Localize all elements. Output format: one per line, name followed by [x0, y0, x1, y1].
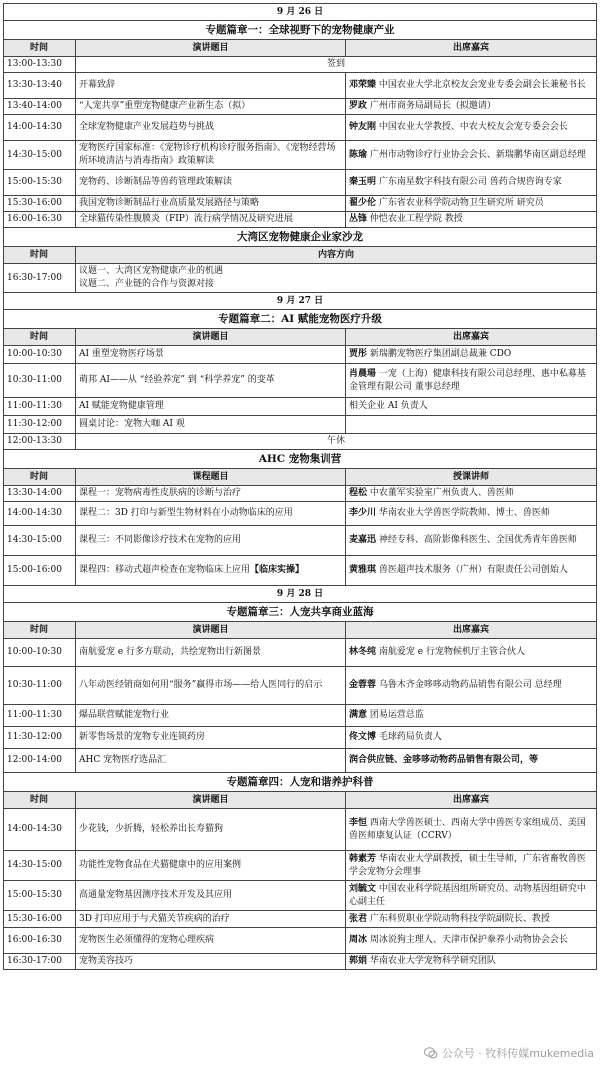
session-time: 11:30-12:00	[4, 727, 76, 749]
session-row	[4, 99, 597, 115]
session-time: 16:30-17:00	[4, 954, 76, 970]
salon-row	[4, 264, 597, 293]
title-header: 课程题目	[76, 469, 346, 486]
speaker-affiliation: 广州市商务局副局长（拟邀请）	[369, 101, 496, 111]
speaker-affiliation: 广州市动物诊疗行业协会会长、新瑞鹏华南区副总经理	[369, 149, 586, 160]
section-title: AHC 宠物集训营	[4, 450, 597, 469]
session-title-cell	[76, 556, 346, 586]
session-title-cell	[76, 212, 346, 228]
session-title-cell	[76, 705, 346, 727]
session-row	[4, 667, 597, 705]
session-title: 全球宠物健康产业发展趋势与挑战	[79, 122, 215, 132]
date-label: 9 月 26 日	[4, 4, 597, 21]
column-header-row	[4, 792, 597, 809]
date-row	[4, 293, 597, 310]
speaker-name: 张君	[349, 913, 368, 924]
speaker-cell	[346, 364, 597, 398]
session-title-cell	[76, 526, 346, 556]
date-label: 9 月 28 日	[4, 586, 597, 603]
section-title-row	[4, 450, 597, 469]
speaker-affiliation: 华南农业大学兽医学院教师、博士、兽医师	[378, 508, 550, 518]
session-row	[4, 196, 597, 212]
column-header-row	[4, 247, 597, 264]
title-header: 演讲题目	[76, 622, 346, 639]
session-row	[4, 954, 597, 970]
session-title-cell	[76, 141, 346, 170]
date-row	[4, 586, 597, 603]
session-time: 16:00-16:30	[4, 928, 76, 954]
session-title: 宠物医生必须懂得的宠物心理疾病	[79, 935, 215, 945]
speaker-affiliation: 润合供应链、金哆哆动物药品销售有限公司，等	[349, 755, 539, 765]
time-header: 时间	[4, 329, 76, 346]
speaker-name: 周冰	[349, 935, 368, 945]
wechat-icon	[424, 1046, 438, 1060]
session-time: 10:00-10:30	[4, 346, 76, 364]
session-row	[4, 928, 597, 954]
speaker-name: 程松	[349, 488, 368, 498]
speaker-name: 钟友刚	[349, 122, 377, 132]
session-title: 爆品联营赋能宠物行业	[79, 710, 170, 720]
session-row	[4, 115, 597, 141]
session-title-cell	[76, 851, 346, 881]
speaker-cell	[346, 398, 597, 416]
speaker-affiliation: 华南农业大学副教授，硕士生导师，广东省畜牧兽医学会宠物分会理事	[349, 853, 586, 877]
session-title-cell	[76, 398, 346, 416]
session-title: AHC 宠物医疗选品汇	[79, 755, 167, 765]
speaker-name: 翟少伦	[349, 198, 377, 208]
section-title-row	[4, 773, 597, 792]
session-time: 14:30-15:00	[4, 141, 76, 170]
session-title: AI 赋能宠物健康管理	[79, 401, 164, 411]
speaker-cell	[346, 196, 597, 212]
speaker-affiliation: 乌鲁木齐金哆哆动物药品销售有限公司 总经理	[378, 680, 562, 690]
speaker-cell	[346, 881, 597, 911]
time-header: 时间	[4, 40, 76, 57]
session-time: 15:00-15:30	[4, 881, 76, 911]
speaker-name: 丛锋	[349, 214, 368, 224]
session-title: 八年动医经销商如何用“服务”赢得市场——给人医同行的启示	[79, 680, 323, 690]
break-row	[4, 57, 597, 73]
speaker-cell	[346, 749, 597, 773]
break-label: 签到	[76, 57, 597, 73]
speaker-name: 李恒	[349, 817, 368, 828]
watermark	[424, 1045, 594, 1061]
speaker-cell	[346, 99, 597, 115]
speaker-cell	[346, 809, 597, 851]
session-title-cell	[76, 346, 346, 364]
speaker-name: 麦嘉迅	[349, 535, 377, 545]
title-header: 演讲题目	[76, 40, 346, 57]
session-row	[4, 556, 597, 586]
time-header: 时间	[4, 247, 76, 264]
section-title-row	[4, 21, 597, 40]
session-title-cell	[76, 364, 346, 398]
speaker-cell	[346, 212, 597, 228]
session-time: 11:30-12:00	[4, 416, 76, 434]
session-time: 10:00-10:30	[4, 639, 76, 667]
speaker-name: 李少川	[349, 508, 377, 518]
session-row	[4, 416, 597, 434]
session-title: 全球猫传染性腹膜炎（FIP）流行病学情况及研究进展	[79, 214, 293, 224]
speaker-affiliation: 广东南星数字科技有限公司 兽药合规咨询专家	[378, 177, 562, 187]
session-time: 16:00-16:30	[4, 212, 76, 228]
speaker-header: 出席嘉宾	[346, 40, 597, 57]
speaker-header: 授课讲师	[346, 469, 597, 486]
break-row	[4, 434, 597, 450]
session-time: 10:30-11:00	[4, 667, 76, 705]
column-header-row	[4, 329, 597, 346]
speaker-name: 邓荣臻	[349, 80, 377, 90]
session-time: 14:00-14:30	[4, 115, 76, 141]
session-time: 10:30-11:00	[4, 364, 76, 398]
speaker-cell	[346, 526, 597, 556]
section-title: 专题篇章三：人宠共享商业蓝海	[4, 603, 597, 622]
salon-topic: 议题一、大湾区宠物健康产业的机遇	[79, 266, 224, 276]
speaker-affiliation: 南航爱宠 e 行宠物候机厅主管合伙人	[378, 647, 525, 657]
section-title: 专题篇章四：人宠和谐养护科普	[4, 773, 597, 792]
session-time: 13:00-13:30	[4, 57, 76, 73]
session-row	[4, 398, 597, 416]
session-title-cell	[76, 416, 346, 434]
speaker-affiliation: 中国农业科学院基因组所研究员、动物基因组研究中心副主任	[349, 883, 586, 907]
speaker-name: 佟文博	[349, 732, 377, 742]
column-header-row	[4, 622, 597, 639]
session-title-cell	[76, 99, 346, 115]
session-time: 15:00-15:30	[4, 170, 76, 196]
speaker-name: 韩素芳	[349, 853, 377, 864]
speaker-affiliation: 西南大学兽医硕士、西南大学中兽医专家组成员、美国兽医师康复认证（CCRV）	[349, 817, 586, 841]
speaker-name: 黄雅琪	[349, 565, 377, 575]
speaker-cell	[346, 486, 597, 502]
session-title: 新零售场景的宠物专业连锁药房	[79, 732, 206, 742]
session-title-cell	[76, 170, 346, 196]
speaker-cell	[346, 705, 597, 727]
session-time: 16:30-17:00	[4, 264, 76, 293]
session-row	[4, 639, 597, 667]
session-title-cell	[76, 881, 346, 911]
session-title: 圆桌讨论：宠物大咖 AI 观	[79, 419, 185, 429]
session-row	[4, 212, 597, 228]
session-row	[4, 881, 597, 911]
time-header: 时间	[4, 622, 76, 639]
session-time: 11:00-11:30	[4, 705, 76, 727]
section-title: 专题篇章二：AI 赋能宠物医疗升级	[4, 310, 597, 329]
session-title: 高通量宠物基因测序技术开发及其应用	[79, 890, 233, 900]
section-title-row	[4, 603, 597, 622]
session-row	[4, 346, 597, 364]
speaker-name: 金蓉蓉	[349, 680, 377, 690]
speaker-affiliation: 新瑞鹏宠物医疗集团副总裁兼 CDO	[369, 349, 512, 359]
speaker-name: 肖晨瑒	[349, 368, 377, 379]
session-title: 宠物医疗国家标准：《宠物诊疗机构诊疗服务指南》、《宠物经营场所环境清洁与消毒指南》政策解读	[79, 143, 336, 166]
session-row	[4, 170, 597, 196]
speaker-name: 郭娟	[349, 956, 368, 966]
session-row	[4, 526, 597, 556]
title-header: 演讲题目	[76, 329, 346, 346]
session-title: “人宠共享”重塑宠物健康产业新生态（拟）	[79, 101, 251, 111]
speaker-cell	[346, 115, 597, 141]
section-title: 专题篇章一：全球视野下的宠物健康产业	[4, 21, 597, 40]
speaker-cell	[346, 170, 597, 196]
speaker-cell	[346, 73, 597, 99]
speaker-affiliation: 兽医超声技术服务（广州）有限责任公司创始人	[378, 565, 568, 575]
session-title: 萌邦 AI——从 “经验养宠” 到 “科学养宠” 的变革	[79, 375, 275, 385]
speaker-affiliation: 周冰说狗主理人、天津市保护豢养小动物协会会长	[369, 935, 568, 945]
session-title: 课程四：移动式超声检查在宠物临床上应用	[79, 565, 251, 575]
session-title-cell	[76, 639, 346, 667]
speaker-affiliation: 神经专科、高阶影像科医生、全国优秀青年兽医师	[378, 535, 577, 545]
session-title-cell	[76, 809, 346, 851]
speaker-affiliation: 相关企业 AI 负责人	[349, 401, 428, 411]
speaker-cell	[346, 727, 597, 749]
speaker-cell	[346, 639, 597, 667]
session-title: 我国宠物诊断制品行业高质量发展路径与策略	[79, 198, 260, 208]
salon-topics	[76, 264, 597, 293]
session-title: 少花钱，少折腾，轻松养出长寿猫狗	[79, 824, 224, 834]
session-time: 14:30-15:00	[4, 526, 76, 556]
session-title: 功能性宠物食品在犬猫健康中的应用案例	[79, 860, 242, 870]
speaker-affiliation: 广东科贸职业学院动物科技学院副院长、教授	[369, 913, 550, 924]
session-time: 11:00-11:30	[4, 398, 76, 416]
speaker-affiliation: 广东省农业科学院动物卫生研究所 研究员	[378, 198, 544, 208]
speaker-header: 出席嘉宾	[346, 622, 597, 639]
speaker-cell	[346, 911, 597, 928]
column-header-row	[4, 40, 597, 57]
agenda-document	[3, 3, 596, 970]
session-title-cell	[76, 502, 346, 526]
agenda-table	[3, 3, 597, 970]
speaker-cell	[346, 416, 597, 434]
session-title-cell	[76, 486, 346, 502]
session-title: 课程一：宠物病毒性皮肤病的诊断与治疗	[79, 488, 242, 498]
speaker-cell	[346, 141, 597, 170]
session-time: 14:00-14:30	[4, 502, 76, 526]
date-row	[4, 4, 597, 21]
time-header: 时间	[4, 792, 76, 809]
speaker-cell	[346, 928, 597, 954]
session-row	[4, 73, 597, 99]
session-title-cell	[76, 73, 346, 99]
session-time: 12:00-13:30	[4, 434, 76, 450]
break-label: 午休	[76, 434, 597, 450]
column-header-row	[4, 469, 597, 486]
session-title-cell	[76, 749, 346, 773]
session-time: 15:30-16:00	[4, 911, 76, 928]
speaker-header: 出席嘉宾	[346, 792, 597, 809]
session-row	[4, 502, 597, 526]
session-title: 宠物药、诊断制品等兽药管理政策解读	[79, 177, 233, 187]
section-title-row	[4, 228, 597, 247]
speaker-name: 刘毓文	[349, 883, 377, 894]
speaker-name: 罗政	[349, 101, 368, 111]
session-time: 13:30-14:00	[4, 486, 76, 502]
date-label: 9 月 27 日	[4, 293, 597, 310]
session-title: 课程二：3D 打印与新型生物材料在小动物临床的应用	[79, 508, 293, 518]
speaker-cell	[346, 851, 597, 881]
session-row	[4, 727, 597, 749]
speaker-affiliation: 团易运营总监	[369, 710, 424, 720]
session-title: 开幕致辞	[79, 80, 116, 90]
session-time: 14:00-14:30	[4, 809, 76, 851]
session-title-cell	[76, 911, 346, 928]
speaker-cell	[346, 346, 597, 364]
speaker-affiliation: 中国农业大学教授、中农大校友会宠专委会会长	[378, 122, 568, 132]
speaker-cell	[346, 667, 597, 705]
session-row	[4, 851, 597, 881]
speaker-cell	[346, 502, 597, 526]
speaker-name: 林冬纯	[349, 647, 377, 657]
session-title-cell	[76, 928, 346, 954]
session-title-cell	[76, 196, 346, 212]
salon-topic: 议题二、产业链的合作与资源对接	[79, 279, 215, 289]
session-title: 课程三：不同影像诊疗技术在宠物的应用	[79, 535, 242, 545]
speaker-affiliation: 华南农业大学宠物科学研究团队	[369, 956, 496, 966]
session-title-cell	[76, 115, 346, 141]
session-row	[4, 364, 597, 398]
speaker-name: 贾彤	[349, 349, 368, 359]
section-title-row	[4, 310, 597, 329]
speaker-cell	[346, 556, 597, 586]
speaker-affiliation: 一宠（上海）健康科技有限公司总经理、惠中私募基金管理有限公司 董事总经理	[349, 368, 586, 392]
session-title: 南航爱宠 e 行多方联动，共绘宠物出行新图景	[79, 647, 262, 657]
content-header: 内容方向	[76, 247, 597, 264]
speaker-name: 秦玉明	[349, 177, 377, 187]
time-header: 时间	[4, 469, 76, 486]
session-time: 15:30-16:00	[4, 196, 76, 212]
speaker-affiliation: 仲恺农业工程学院 教授	[369, 214, 463, 224]
session-row	[4, 705, 597, 727]
session-time: 12:00-14:00	[4, 749, 76, 773]
title-header: 演讲题目	[76, 792, 346, 809]
session-title-cell	[76, 954, 346, 970]
speaker-affiliation: 中国农业大学北京校友会宠业专委会副会长兼秘书长	[378, 80, 586, 90]
session-time: 13:30-13:40	[4, 73, 76, 99]
speaker-cell	[346, 954, 597, 970]
session-row	[4, 141, 597, 170]
section-title: 大湾区宠物健康企业家沙龙	[4, 228, 597, 247]
speaker-affiliation: 中农董军实验室广州负责人、兽医师	[369, 488, 514, 498]
session-row	[4, 486, 597, 502]
speaker-name: 陈瑜	[349, 149, 368, 160]
speaker-header: 出席嘉宾	[346, 329, 597, 346]
session-title: 3D 打印应用于与犬猫关节疾病的治疗	[79, 913, 230, 924]
session-title-tag: 【临床实操】	[250, 565, 305, 575]
session-title-cell	[76, 727, 346, 749]
session-row	[4, 749, 597, 773]
session-row	[4, 809, 597, 851]
watermark-text: 公众号 · 牧科传媒mukemedia	[441, 1047, 594, 1060]
session-time: 13:40-14:00	[4, 99, 76, 115]
session-time: 14:30-15:00	[4, 851, 76, 881]
speaker-affiliation: 毛球药局负责人	[378, 732, 442, 742]
speaker-name: 满意	[349, 710, 368, 720]
session-title: AI 重塑宠物医疗场景	[79, 349, 164, 359]
session-title: 宠物美容技巧	[79, 956, 134, 966]
session-time: 15:00-16:00	[4, 556, 76, 586]
session-title-cell	[76, 667, 346, 705]
session-row	[4, 911, 597, 928]
